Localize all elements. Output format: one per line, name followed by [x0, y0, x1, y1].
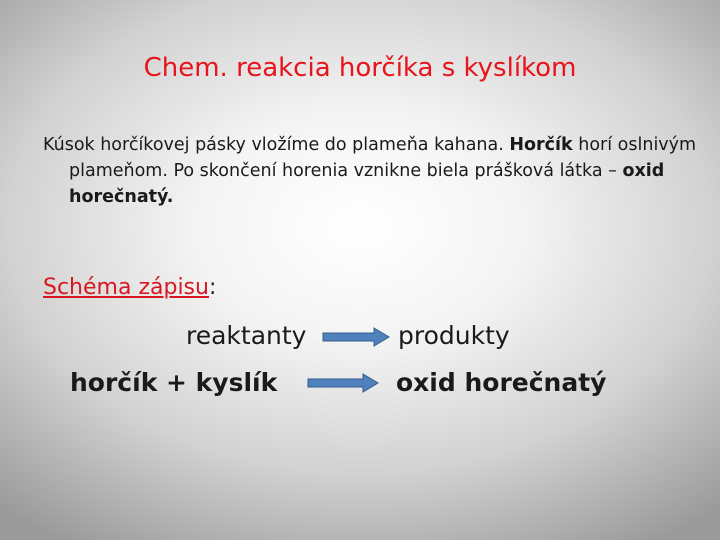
schema-label: Schéma zápisu — [43, 275, 209, 300]
arrow-right-icon — [307, 373, 379, 393]
paragraph-bold-magnesium: Horčík — [509, 135, 573, 155]
products-label: produkty — [398, 321, 510, 350]
paragraph-text-2: horí oslnivým plameňom. Po skončení horenia vznikne biela prášková látka – — [69, 135, 697, 181]
reactants-formula: horčík + kyslík — [70, 368, 278, 397]
products-formula: oxid horečnatý — [396, 368, 607, 397]
slide-title: Chem. reakcia horčíka s kyslíkom — [143, 53, 577, 83]
paragraph-text-1: Kúsok horčíkovej pásky vložíme do plameňa kahana. — [43, 135, 510, 155]
reactants-label: reaktanty — [186, 321, 307, 350]
paragraph-bold-oxide: oxid horečnatý. — [69, 161, 665, 207]
schema-heading — [43, 272, 216, 304]
arrow-right-icon — [322, 327, 390, 347]
schema-colon: : — [208, 275, 217, 300]
description-paragraph — [43, 132, 719, 210]
